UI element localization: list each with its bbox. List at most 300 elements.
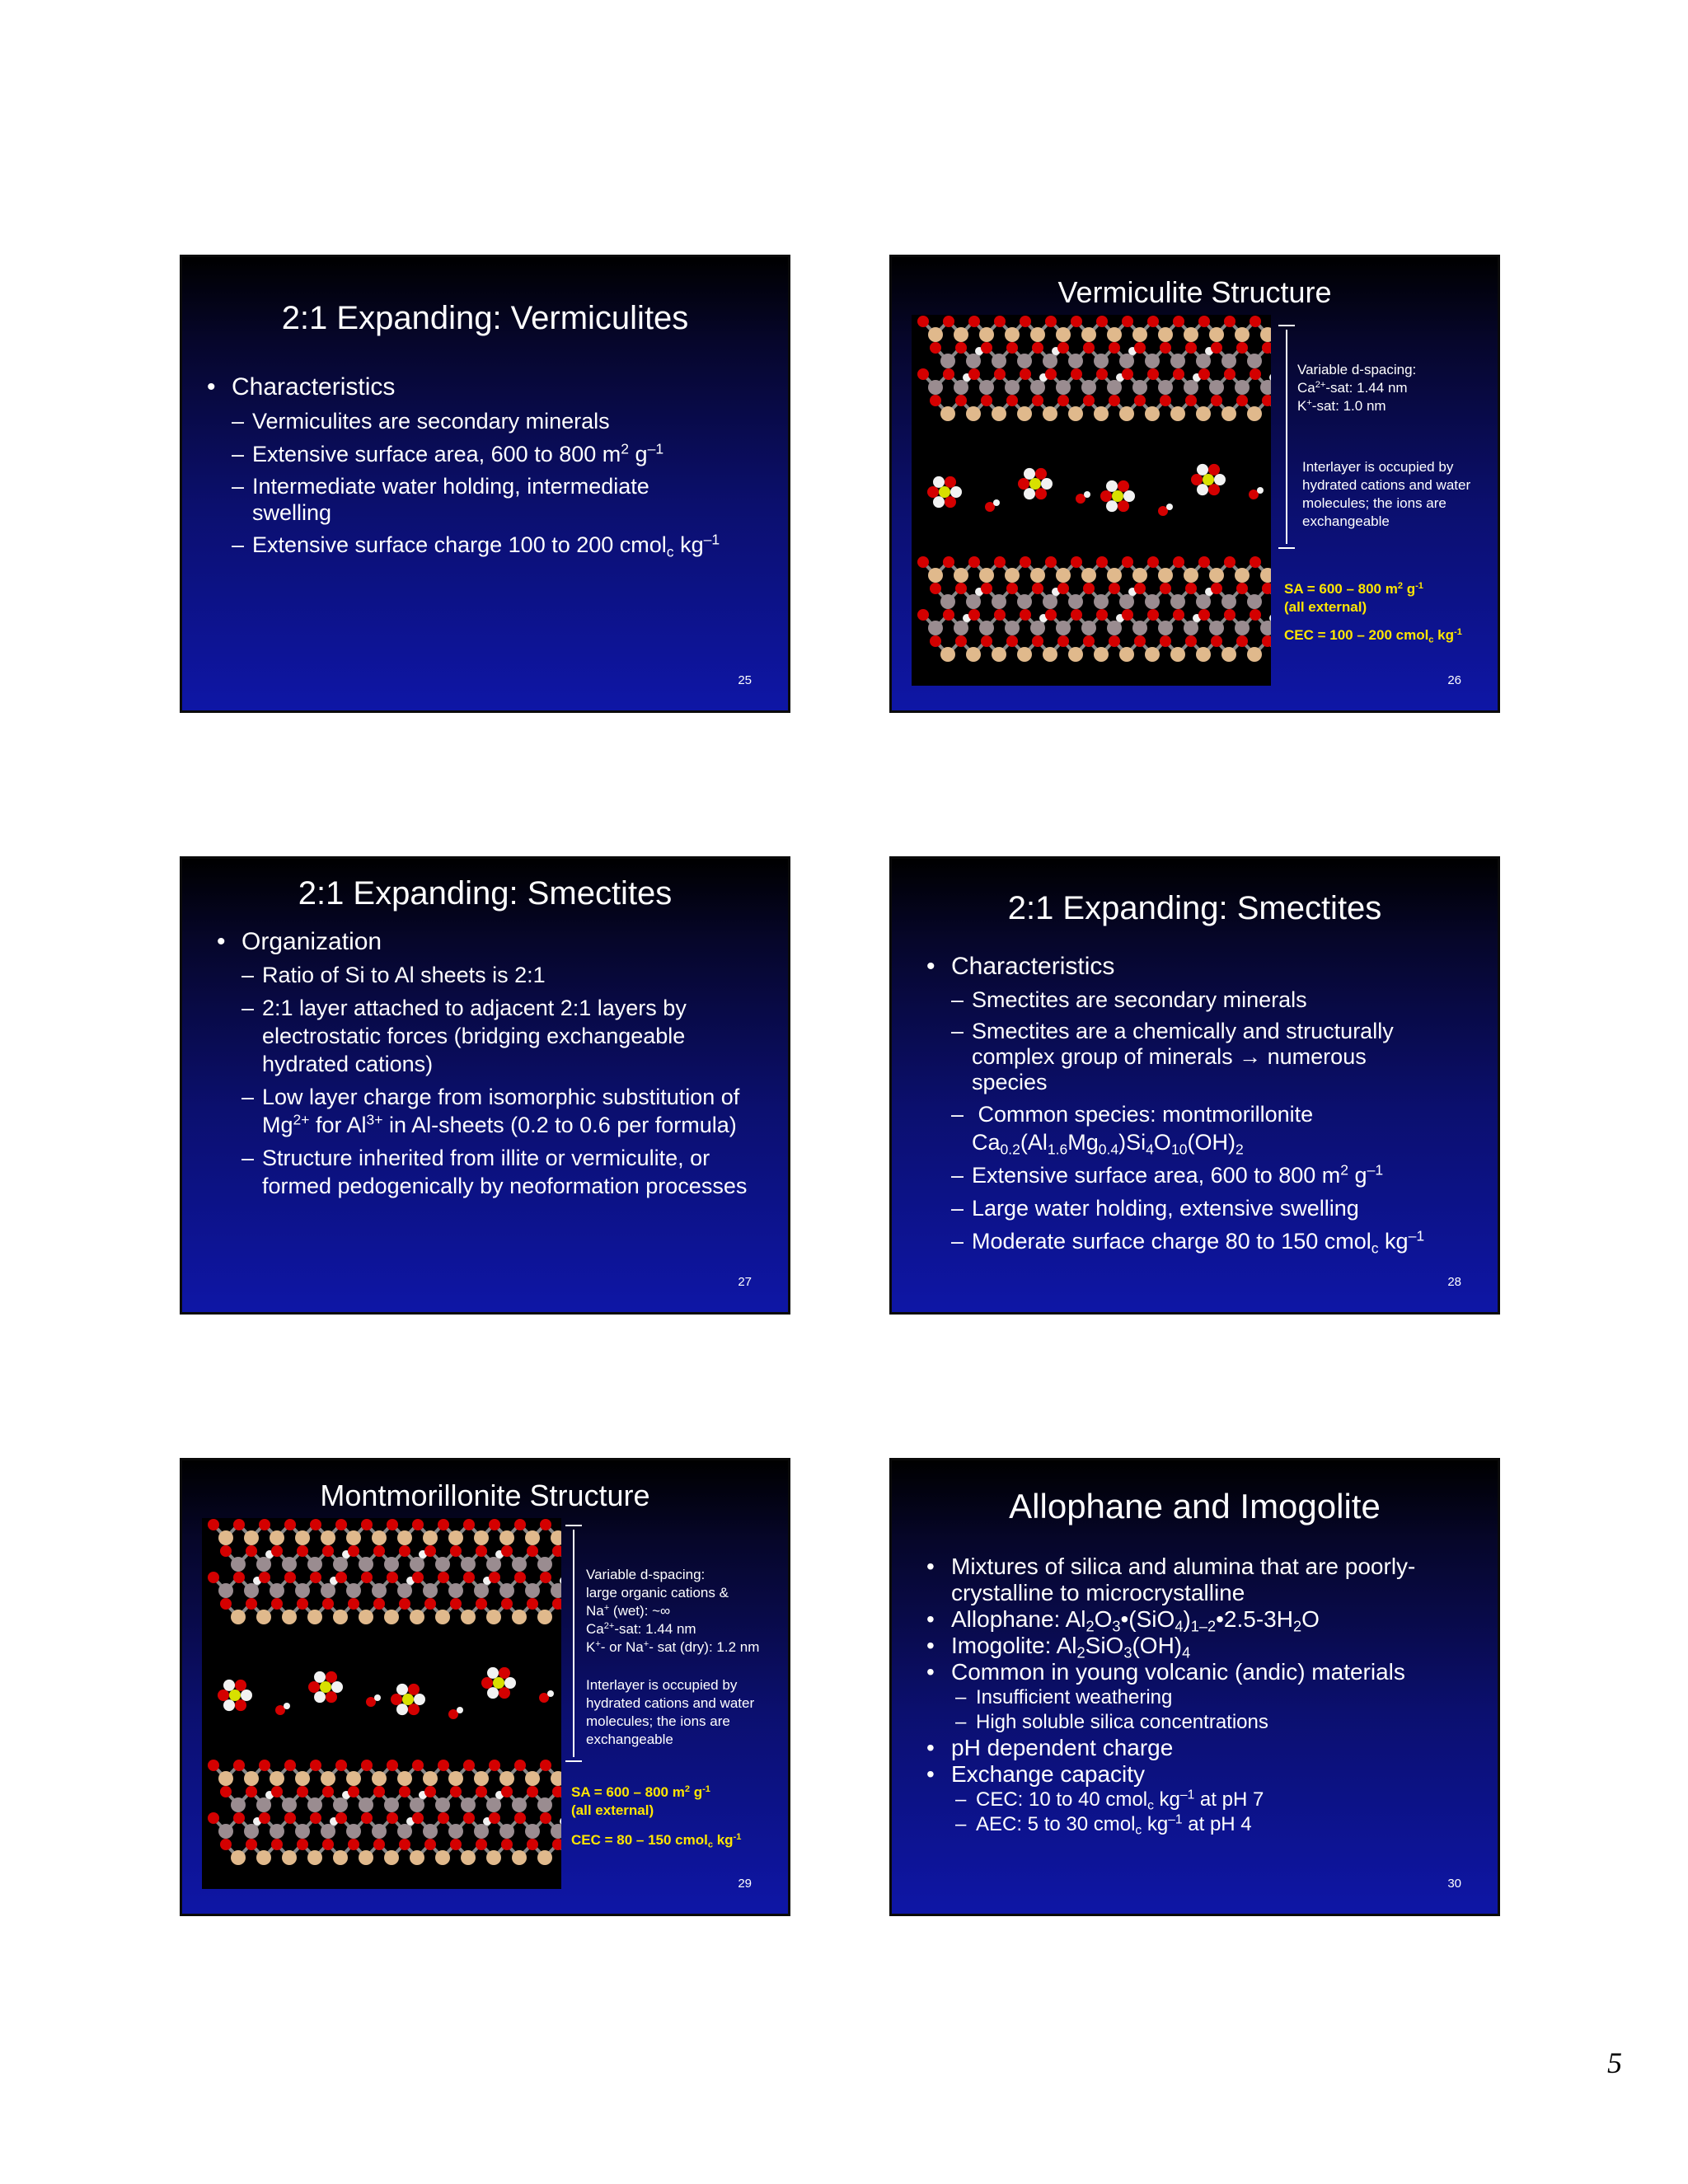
slide-body bbox=[926, 953, 1470, 1260]
oxygen-atom bbox=[917, 368, 929, 380]
water-atom bbox=[487, 1687, 499, 1699]
water-atom bbox=[1041, 478, 1053, 490]
atom bbox=[1184, 568, 1198, 583]
water-atom bbox=[927, 486, 939, 498]
bullet: • Common in young volcanic (andic) materials bbox=[926, 1659, 1470, 1685]
atom bbox=[244, 1824, 259, 1839]
oxygen-atom bbox=[310, 1572, 321, 1583]
water-atom bbox=[396, 1704, 408, 1715]
bullet-characteristics: • Characteristics bbox=[207, 373, 776, 402]
oxygen-atom bbox=[930, 342, 941, 354]
atom bbox=[940, 354, 955, 368]
oxygen-atom bbox=[424, 1545, 436, 1557]
atom bbox=[1209, 568, 1224, 583]
atom bbox=[1170, 354, 1185, 368]
atom bbox=[928, 621, 943, 635]
atom bbox=[1247, 354, 1262, 368]
oxygen-atom bbox=[1096, 609, 1108, 621]
oxygen-atom bbox=[361, 1572, 373, 1583]
atom bbox=[1209, 327, 1224, 342]
atom bbox=[1196, 647, 1211, 662]
sub-bullet: – Smectites are a chemically and structurally complex group of minerals → numerous species bbox=[926, 1019, 1433, 1095]
slide-number: 26 bbox=[1447, 673, 1461, 687]
oxygen-atom bbox=[943, 368, 954, 380]
oxygen-atom bbox=[527, 1598, 538, 1610]
slide-26 bbox=[889, 255, 1500, 713]
water-atom bbox=[481, 1677, 493, 1689]
atom bbox=[1043, 354, 1057, 368]
water-atom bbox=[308, 1681, 320, 1693]
atom bbox=[461, 1797, 476, 1812]
atom bbox=[346, 1583, 361, 1598]
atom bbox=[435, 1610, 450, 1624]
oxygen-atom bbox=[310, 1812, 321, 1824]
water-atom bbox=[1018, 478, 1029, 490]
oxygen-atom bbox=[1185, 635, 1197, 647]
atom bbox=[1184, 621, 1198, 635]
atom bbox=[992, 647, 1006, 662]
oxygen-atom bbox=[1211, 395, 1222, 406]
sub-bullet: – Structure inherited from illite or vermiculite, or formed pedogenically by neoformation processes bbox=[217, 1144, 761, 1200]
atom bbox=[256, 1557, 271, 1572]
atom bbox=[1017, 594, 1032, 609]
oxygen-atom bbox=[540, 1519, 551, 1530]
oxygen-atom bbox=[1045, 316, 1057, 327]
oxygen-atom bbox=[955, 395, 967, 406]
water-atom bbox=[223, 1680, 235, 1691]
atom bbox=[1081, 568, 1096, 583]
atom bbox=[1068, 354, 1083, 368]
cec-label: CEC = 80 – 150 cmol$_c$ $kg^{-1}$ bbox=[571, 1831, 742, 1850]
oxygen-atom bbox=[1071, 609, 1082, 621]
oxygen-atom bbox=[348, 1598, 359, 1610]
atom bbox=[435, 1850, 450, 1865]
oxygen-atom bbox=[297, 1545, 308, 1557]
molecular-model bbox=[912, 315, 1271, 686]
water-atom bbox=[499, 1687, 510, 1699]
oxygen-atom bbox=[994, 609, 1006, 621]
cation-atom bbox=[1112, 490, 1123, 502]
water-atom bbox=[396, 1684, 408, 1695]
oxygen-atom bbox=[335, 1572, 347, 1583]
slide-title: 2:1 Expanding: Smectites bbox=[1007, 890, 1382, 926]
water-hydrogen bbox=[1166, 504, 1173, 510]
oxygen-atom bbox=[527, 1545, 538, 1557]
water-atom bbox=[218, 1690, 229, 1701]
water-atom bbox=[1197, 464, 1208, 476]
atom bbox=[448, 1583, 463, 1598]
atom bbox=[397, 1771, 412, 1786]
oxygen-atom bbox=[233, 1812, 245, 1824]
atom bbox=[940, 594, 955, 609]
atom bbox=[1107, 621, 1122, 635]
atom bbox=[992, 354, 1006, 368]
oxygen-atom bbox=[917, 556, 929, 568]
atom bbox=[1221, 594, 1236, 609]
slide-title: 2:1 Expanding: Smectites bbox=[298, 875, 673, 912]
d-spacing-note: Variable d-spacing: $Ca^{2+}$-sat: 1.44 nm K+-sat: 1.0 nm bbox=[1297, 362, 1417, 414]
water-atom bbox=[241, 1690, 252, 1701]
oxygen-atom bbox=[1020, 368, 1031, 380]
oxygen-atom bbox=[1185, 583, 1197, 594]
atom bbox=[1196, 406, 1211, 421]
oxygen-atom bbox=[514, 1572, 526, 1583]
atom bbox=[1145, 406, 1160, 421]
molecular-model bbox=[202, 1518, 561, 1889]
water-atom bbox=[391, 1694, 402, 1705]
atom bbox=[1221, 647, 1236, 662]
atom bbox=[1158, 568, 1173, 583]
oxygen-atom bbox=[424, 1786, 436, 1797]
water-atom bbox=[933, 476, 945, 488]
oxygen-atom bbox=[322, 1545, 334, 1557]
atom bbox=[928, 568, 943, 583]
sub-bullet: – Intermediate water holding, intermediate swelling bbox=[207, 473, 714, 526]
oxygen-atom bbox=[1173, 368, 1184, 380]
water-hydrogen bbox=[457, 1707, 463, 1713]
slide-title: Montmorillonite Structure bbox=[320, 1479, 650, 1512]
slide-title: Vermiculite Structure bbox=[1057, 275, 1332, 309]
oxygen-atom bbox=[1134, 635, 1146, 647]
oxygen-atom bbox=[208, 1519, 219, 1530]
sub-bullet: – 2:1 layer attached to adjacent 2:1 layers by electrostatic forces (bridging exchangeable hydrated cations) bbox=[217, 994, 761, 1078]
oxygen-atom bbox=[1096, 368, 1108, 380]
water-atom bbox=[326, 1671, 337, 1683]
oxygen-atom bbox=[373, 1839, 385, 1850]
atom bbox=[1030, 621, 1045, 635]
atom bbox=[321, 1771, 335, 1786]
oxygen-atom bbox=[1083, 635, 1095, 647]
oxygen-atom bbox=[1198, 609, 1210, 621]
oxygen-atom bbox=[981, 635, 992, 647]
atom bbox=[512, 1850, 527, 1865]
oxygen-atom bbox=[917, 316, 929, 327]
atom bbox=[307, 1610, 322, 1624]
atom bbox=[448, 1771, 463, 1786]
oxygen-atom bbox=[981, 395, 992, 406]
water-hydrogen bbox=[284, 1703, 290, 1709]
atom bbox=[1235, 327, 1250, 342]
oxygen-atom bbox=[943, 609, 954, 621]
slide-number: 29 bbox=[738, 1877, 752, 1891]
oxygen-atom bbox=[361, 1812, 373, 1824]
oxygen-atom bbox=[373, 1598, 385, 1610]
sub-bullet: – CEC: 10 to 40 cmol$_c$ $kg^{-1}$ at pH 7 bbox=[926, 1788, 1470, 1812]
slide-28 bbox=[889, 856, 1500, 1315]
water-hydrogen bbox=[993, 499, 1000, 506]
atom bbox=[256, 1850, 271, 1865]
atom bbox=[486, 1850, 501, 1865]
oxygen-atom bbox=[1122, 316, 1133, 327]
oxygen-atom bbox=[501, 1598, 513, 1610]
atom bbox=[1184, 380, 1198, 395]
atom bbox=[525, 1530, 540, 1545]
oxygen-atom bbox=[943, 556, 954, 568]
atom bbox=[512, 1610, 527, 1624]
oxygen-atom bbox=[1211, 342, 1222, 354]
atom bbox=[966, 406, 981, 421]
oxygen-atom bbox=[220, 1598, 232, 1610]
atom bbox=[512, 1557, 527, 1572]
atom bbox=[282, 1850, 297, 1865]
atom bbox=[359, 1850, 373, 1865]
atom bbox=[307, 1557, 322, 1572]
oxygen-atom bbox=[348, 1786, 359, 1797]
oxygen-atom bbox=[489, 1572, 500, 1583]
atom bbox=[1196, 594, 1211, 609]
water-atom bbox=[499, 1667, 510, 1679]
oxygen-atom bbox=[399, 1839, 410, 1850]
atom bbox=[1017, 354, 1032, 368]
oxygen-atom bbox=[463, 1812, 475, 1824]
atom bbox=[537, 1850, 552, 1865]
oxygen-atom bbox=[1134, 342, 1146, 354]
oxygen-atom bbox=[259, 1519, 270, 1530]
oxygen-atom bbox=[1071, 368, 1082, 380]
atom bbox=[295, 1583, 310, 1598]
atom bbox=[333, 1850, 348, 1865]
atom bbox=[1145, 647, 1160, 662]
water-atom bbox=[1100, 490, 1112, 502]
atom bbox=[384, 1797, 399, 1812]
oxygen-atom bbox=[284, 1760, 296, 1771]
atom bbox=[954, 327, 968, 342]
atom bbox=[1005, 380, 1020, 395]
water-atom bbox=[326, 1691, 337, 1703]
atom bbox=[461, 1557, 476, 1572]
oxygen-atom bbox=[297, 1786, 308, 1797]
atom bbox=[359, 1797, 373, 1812]
water-atom bbox=[1208, 464, 1220, 476]
water-atom bbox=[1208, 484, 1220, 495]
oxygen-atom bbox=[463, 1572, 475, 1583]
atom bbox=[1132, 621, 1147, 635]
oxygen-atom bbox=[424, 1598, 436, 1610]
atom bbox=[1247, 406, 1262, 421]
oxygen-atom bbox=[399, 1786, 410, 1797]
oxygen-atom bbox=[259, 1760, 270, 1771]
water-atom bbox=[408, 1684, 420, 1695]
oxygen-atom bbox=[1236, 583, 1248, 594]
atom bbox=[218, 1824, 233, 1839]
oxygen-atom bbox=[1147, 609, 1159, 621]
atom bbox=[1107, 380, 1122, 395]
atom bbox=[525, 1583, 540, 1598]
water-atom bbox=[950, 486, 962, 498]
bullet: • Mixtures of silica and alumina that are poorly-crystalline to microcrystalline bbox=[926, 1554, 1454, 1606]
water-atom bbox=[314, 1691, 326, 1703]
water-atom bbox=[1118, 480, 1129, 492]
water-atom bbox=[223, 1699, 235, 1711]
oxygen-atom bbox=[1045, 556, 1057, 568]
atom bbox=[321, 1583, 335, 1598]
water-atom bbox=[945, 496, 956, 508]
sub-bullet: – Smectites are secondary minerals bbox=[926, 986, 1470, 1014]
atom bbox=[1094, 647, 1109, 662]
atom bbox=[1068, 594, 1083, 609]
atom bbox=[992, 594, 1006, 609]
atom bbox=[537, 1557, 552, 1572]
slide-number: 30 bbox=[1447, 1877, 1461, 1891]
cec-label: CEC = 100 – 200 cmol$_c$ $kg^{-1}$ bbox=[1284, 626, 1462, 645]
atom bbox=[270, 1530, 284, 1545]
bullet: • pH dependent charge bbox=[926, 1735, 1470, 1761]
oxygen-atom bbox=[1185, 342, 1197, 354]
atom bbox=[966, 647, 981, 662]
oxygen-atom bbox=[348, 1839, 359, 1850]
slide-25 bbox=[180, 255, 790, 713]
atom bbox=[384, 1557, 399, 1572]
atom bbox=[410, 1557, 424, 1572]
oxygen-atom bbox=[284, 1519, 296, 1530]
oxygen-atom bbox=[994, 316, 1006, 327]
oxygen-atom bbox=[917, 609, 929, 621]
slide-number: 25 bbox=[738, 673, 752, 687]
bullet-characteristics: • Characteristics bbox=[926, 953, 1470, 981]
cation-atom bbox=[1203, 474, 1214, 485]
oxygen-atom bbox=[540, 1812, 551, 1824]
atom bbox=[1017, 647, 1032, 662]
oxygen-atom bbox=[1134, 583, 1146, 594]
oxygen-atom bbox=[1045, 609, 1057, 621]
oxygen-atom bbox=[1006, 395, 1018, 406]
oxygen-atom bbox=[540, 1760, 551, 1771]
oxygen-atom bbox=[476, 1598, 487, 1610]
oxygen-atom bbox=[1006, 342, 1018, 354]
oxygen-atom bbox=[1211, 583, 1222, 594]
atom bbox=[1247, 594, 1262, 609]
oxygen-atom bbox=[1173, 609, 1184, 621]
atom bbox=[1209, 380, 1224, 395]
oxygen-atom bbox=[463, 1519, 475, 1530]
oxygen-atom bbox=[1071, 556, 1082, 568]
atom bbox=[270, 1824, 284, 1839]
oxygen-atom bbox=[284, 1572, 296, 1583]
d-spacing-arrow bbox=[1278, 325, 1295, 549]
oxygen-atom bbox=[1083, 583, 1095, 594]
atom bbox=[321, 1824, 335, 1839]
atom bbox=[423, 1583, 438, 1598]
sub-bullet: – Extensive surface area, 600 to 800 $m^2$ $g^{-1}$ bbox=[926, 1161, 1470, 1189]
atom bbox=[954, 380, 968, 395]
oxygen-atom bbox=[271, 1786, 283, 1797]
atom bbox=[1017, 406, 1032, 421]
oxygen-atom bbox=[1224, 556, 1236, 568]
atom bbox=[448, 1530, 463, 1545]
oxygen-atom bbox=[501, 1839, 513, 1850]
oxygen-atom bbox=[1160, 342, 1171, 354]
atom bbox=[244, 1771, 259, 1786]
oxygen-atom bbox=[373, 1786, 385, 1797]
oxygen-atom bbox=[220, 1786, 232, 1797]
slide-title: 2:1 Expanding: Vermiculites bbox=[281, 300, 689, 336]
oxygen-atom bbox=[424, 1839, 436, 1850]
oxygen-atom bbox=[1122, 368, 1133, 380]
water-atom bbox=[487, 1667, 499, 1679]
oxygen-atom bbox=[514, 1519, 526, 1530]
oxygen-atom bbox=[1236, 342, 1248, 354]
atom bbox=[1056, 327, 1071, 342]
oxygen-atom bbox=[968, 556, 980, 568]
atom bbox=[954, 568, 968, 583]
atom bbox=[1235, 568, 1250, 583]
water-atom bbox=[235, 1699, 246, 1711]
atom bbox=[537, 1797, 552, 1812]
atom bbox=[499, 1824, 514, 1839]
atom bbox=[1145, 354, 1160, 368]
oxygen-atom bbox=[489, 1519, 500, 1530]
atom bbox=[282, 1610, 297, 1624]
oxygen-atom bbox=[1198, 316, 1210, 327]
oxygen-atom bbox=[489, 1812, 500, 1824]
atom bbox=[979, 568, 994, 583]
atom bbox=[423, 1771, 438, 1786]
water-atom bbox=[1024, 468, 1035, 480]
atom bbox=[1094, 406, 1109, 421]
sub-bullet: – Insufficient weathering bbox=[926, 1685, 1470, 1710]
atom bbox=[359, 1557, 373, 1572]
atom bbox=[244, 1583, 259, 1598]
interlayer-note: Interlayer is occupied by hydrated cations and water molecules; the ions are exchangeable bbox=[586, 1677, 755, 1747]
oxygen-atom bbox=[1250, 556, 1261, 568]
water-atom bbox=[1024, 488, 1035, 499]
atom bbox=[499, 1771, 514, 1786]
atom bbox=[1221, 406, 1236, 421]
oxygen-atom bbox=[208, 1760, 219, 1771]
oxygen-atom bbox=[412, 1812, 424, 1824]
oxygen-atom bbox=[1083, 342, 1095, 354]
oxygen-atom bbox=[994, 556, 1006, 568]
atom bbox=[1158, 327, 1173, 342]
atom bbox=[384, 1850, 399, 1865]
oxygen-atom bbox=[1109, 395, 1120, 406]
water-atom bbox=[314, 1671, 326, 1683]
oxygen-atom bbox=[335, 1760, 347, 1771]
cation-atom bbox=[1029, 478, 1041, 490]
oxygen-atom bbox=[501, 1786, 513, 1797]
water-atom bbox=[945, 476, 956, 488]
oxygen-atom bbox=[322, 1598, 334, 1610]
water-atom bbox=[414, 1694, 425, 1705]
oxygen-atom bbox=[387, 1519, 398, 1530]
water-atom bbox=[933, 496, 945, 508]
oxygen-atom bbox=[1147, 368, 1159, 380]
atom bbox=[928, 380, 943, 395]
oxygen-atom bbox=[968, 316, 980, 327]
atom bbox=[1068, 647, 1083, 662]
oxygen-atom bbox=[297, 1598, 308, 1610]
cation-atom bbox=[939, 486, 950, 498]
atom bbox=[410, 1797, 424, 1812]
atom bbox=[1119, 594, 1134, 609]
water-atom bbox=[1214, 474, 1226, 485]
oxygen-atom bbox=[1147, 316, 1159, 327]
page-number: 5 bbox=[1607, 2046, 1622, 2079]
bullet-imogolite: • Imogolite: $Al_2SiO_3(OH)_4$ bbox=[926, 1633, 1470, 1659]
atom bbox=[1107, 327, 1122, 342]
atom bbox=[1119, 354, 1134, 368]
oxygen-atom bbox=[438, 1760, 449, 1771]
oxygen-atom bbox=[1236, 635, 1248, 647]
oxygen-atom bbox=[1020, 609, 1031, 621]
atom bbox=[333, 1557, 348, 1572]
oxygen-atom bbox=[1057, 635, 1069, 647]
atom bbox=[1094, 354, 1109, 368]
atom bbox=[231, 1557, 246, 1572]
d-spacing-note: Variable d-spacing: large organic cations & Na+ (wet): ~∞ $Ca^{2+}$-sat: 1.44 nm K+- or Na+- sat (dry): 1.2 nm bbox=[586, 1567, 760, 1655]
atom bbox=[1209, 621, 1224, 635]
atom bbox=[499, 1583, 514, 1598]
